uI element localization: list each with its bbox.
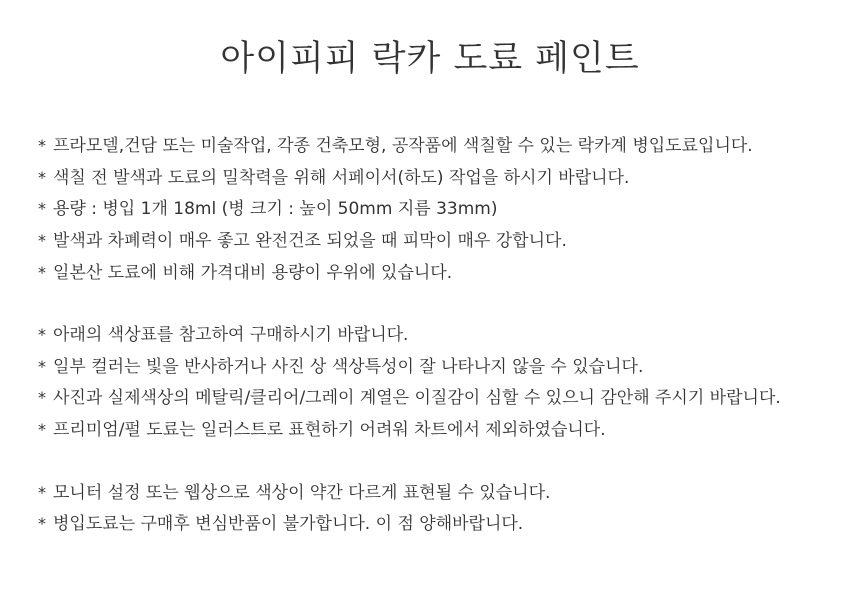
notice-text: 색칠 전 발색과 도료의 밀착력을 위해 서페이서(하도) 작업을 하시기 바랍니다. bbox=[53, 167, 630, 188]
notice-text: 사진과 실제색상의 메탈릭/클리어/그레이 계열은 이질감이 심할 수 있으니 감안해 주시기 바랍니다. bbox=[53, 388, 781, 409]
notice-text: 일부 컬러는 빛을 반사하거나 사진 상 색상특성이 잘 나타나지 않을 수 있습니다. bbox=[53, 356, 644, 377]
notice-text: 아래의 색상표를 참고하여 구매하시기 바랍니다. bbox=[53, 325, 409, 346]
notice-item bbox=[38, 380, 838, 412]
notice-text: 병입도료는 구매후 변심반품이 불가합니다. 이 점 양해바랍니다. bbox=[53, 514, 524, 535]
notice-text: 프라모델,건담 또는 미술작업, 각종 건축모형, 공작품에 색칠할 수 있는 락카계 병입도료입니다. bbox=[53, 136, 753, 157]
notice-item bbox=[38, 223, 838, 255]
notice-item bbox=[38, 506, 838, 538]
notice-item bbox=[38, 349, 838, 381]
bullet-mark: * bbox=[38, 356, 46, 376]
notice-item bbox=[38, 474, 838, 506]
notice-item bbox=[38, 254, 838, 286]
notice-item bbox=[38, 160, 838, 192]
notice-text: 모니터 설정 또는 웹상으로 색상이 약간 다르게 표현될 수 있습니다. bbox=[53, 482, 551, 503]
bullet-mark: * bbox=[38, 199, 46, 219]
bullet-mark: * bbox=[38, 514, 46, 534]
bullet-mark: * bbox=[38, 167, 46, 187]
notice-item bbox=[38, 317, 838, 349]
notice-group-color-chart bbox=[38, 317, 838, 443]
notice-item bbox=[38, 191, 838, 223]
bullet-mark: * bbox=[38, 136, 46, 156]
notice-list bbox=[38, 128, 838, 569]
notice-item bbox=[38, 128, 838, 160]
bullet-mark: * bbox=[38, 388, 46, 408]
bullet-mark: * bbox=[38, 231, 46, 251]
bullet-mark: * bbox=[38, 482, 46, 502]
notice-item bbox=[38, 412, 838, 444]
notice-text: 용량 : 병입 1개 18ml (병 크기 : 높이 50mm 지름 33mm) bbox=[53, 199, 498, 220]
bullet-mark: * bbox=[38, 420, 46, 440]
bullet-mark: * bbox=[38, 325, 46, 345]
bullet-mark: * bbox=[38, 262, 46, 282]
notice-text: 일본산 도료에 비해 가격대비 용량이 우위에 있습니다. bbox=[53, 262, 453, 283]
notice-text: 프리미엄/펄 도료는 일러스트로 표현하기 어려워 차트에서 제외하였습니다. bbox=[53, 420, 606, 441]
notice-group-product-info bbox=[38, 128, 838, 286]
page-title: 아이피피 락카 도료 페인트 bbox=[220, 39, 640, 79]
notice-text: 발색과 차폐력이 매우 좋고 완전건조 되었을 때 피막이 매우 강합니다. bbox=[53, 231, 567, 252]
notice-group-policy bbox=[38, 474, 838, 537]
